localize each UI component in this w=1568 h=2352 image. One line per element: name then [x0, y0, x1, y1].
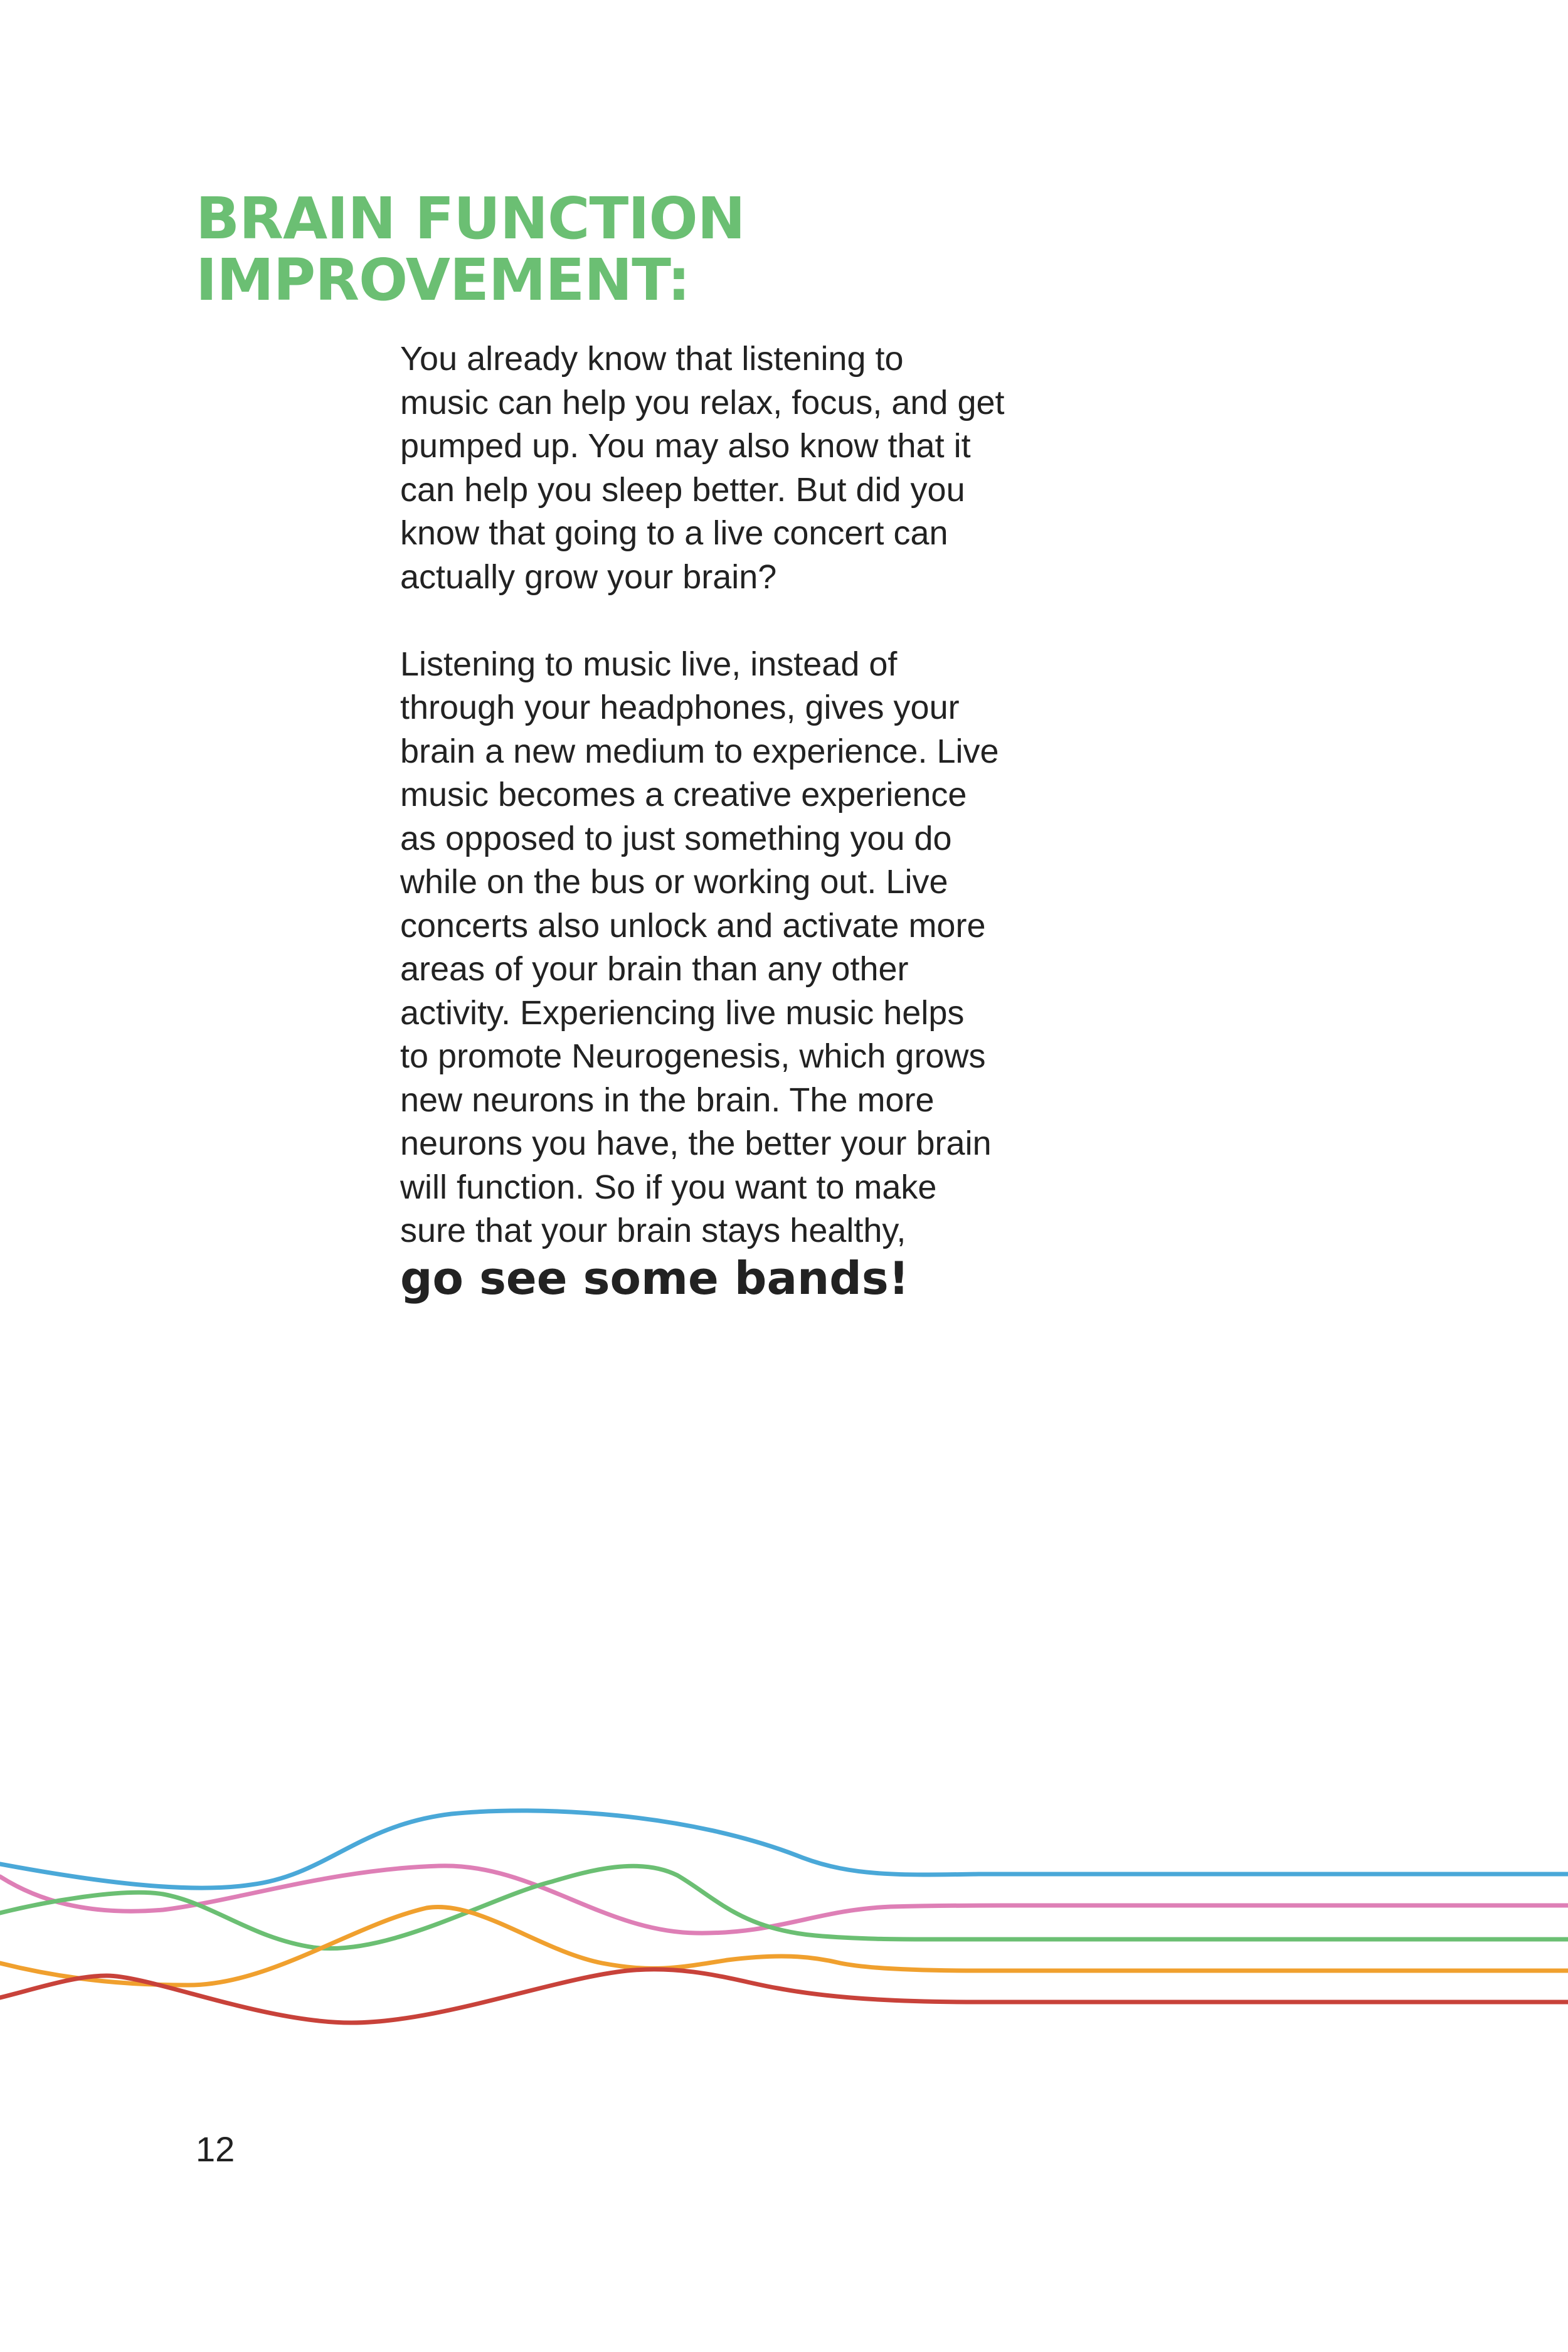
heading-line: BRAIN FUNCTION [196, 185, 745, 252]
text-line: activity. Experiencing live music helps [400, 993, 965, 1032]
text-line: actually grow your brain? [400, 558, 777, 596]
text-line: You already know that listening to [400, 340, 904, 378]
text-line: brain a new medium to experience. Live [400, 732, 999, 770]
text-line: areas of your brain than any other [400, 950, 909, 988]
text-line: new neurons in the brain. The more [400, 1081, 935, 1119]
text-line: to promote Neurogenesis, which grows [400, 1037, 986, 1075]
text-line: music becomes a creative experience [400, 776, 967, 813]
text-line: music can help you relax, focus, and get [400, 383, 1005, 421]
text-line: through your headphones, gives your [400, 689, 960, 726]
section-heading [196, 185, 1074, 314]
intro-paragraph [400, 337, 1090, 599]
text-line: as opposed to just something you do [400, 819, 952, 857]
text-line: Listening to music live, instead of [400, 645, 898, 683]
sound-wave-lines-icon [0, 1769, 1568, 2051]
text-line: know that going to a live concert can [400, 514, 948, 552]
body-text [400, 337, 1090, 1303]
heading-line: IMPROVEMENT: [196, 246, 690, 314]
page-number: 12 [196, 2129, 235, 2169]
text-line: while on the bus or working out. Live [400, 863, 948, 901]
blue-wave-line [0, 1811, 1568, 1888]
closing-callout: go see some bands! [400, 1251, 909, 1305]
orange-wave-line [0, 1907, 1568, 1985]
text-line: neurons you have, the better your brain [400, 1125, 992, 1162]
text-line: concerts also unlock and activate more [400, 906, 986, 945]
text-line: will function. So if you want to make [400, 1168, 937, 1206]
text-line: pumped up. You may also know that it [400, 427, 971, 465]
text-line: sure that your brain stays healthy, [400, 1212, 906, 1249]
main-paragraph [400, 643, 1090, 1303]
text-line: can help you sleep better. But did you [400, 470, 965, 509]
